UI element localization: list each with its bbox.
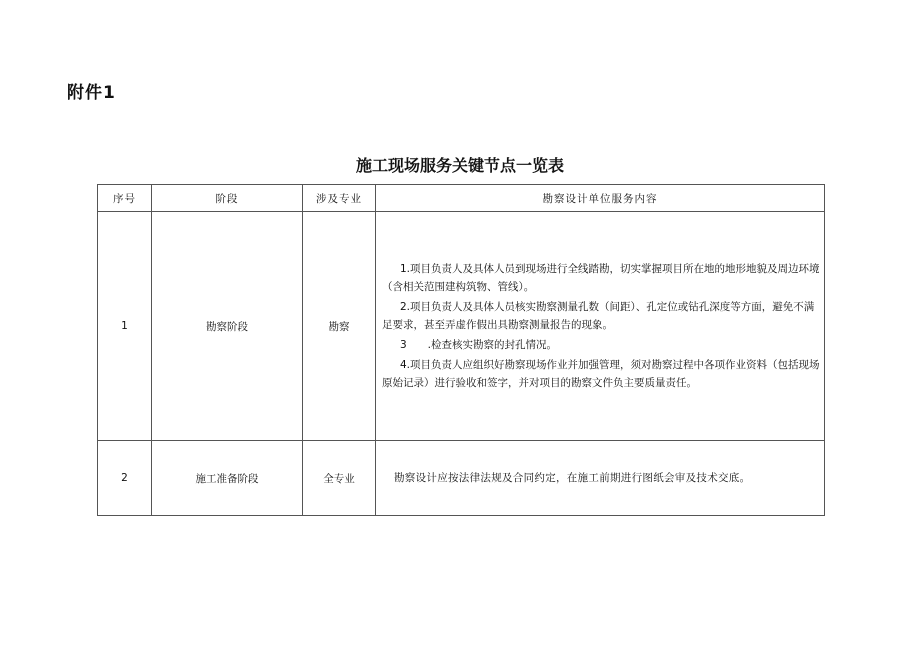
header-discipline: 涉及专业 [303,185,376,212]
row-number: 1 [98,212,152,441]
row-number: 2 [98,441,152,516]
content-item: 1.项目负责人及具体人员到现场进行全线踏勘，切实掌握项目所在地的地形地貌及周边环境（含相关范围建构筑物、管线）。 [382,263,820,293]
row-discipline: 勘察 [303,212,376,441]
header-service-content: 勘察设计单位服务内容 [376,185,825,212]
content-item: 4.项目负责人应组织好勘察现场作业并加强管理，须对勘察过程中各项作业资料（包括现场原始记录）进行验收和签字，并对项目的勘察文件负主要质量责任。 [382,359,820,389]
row-stage: 勘察阶段 [152,212,303,441]
row-service-content [376,441,825,516]
attachment-label: 附件1 [67,83,116,103]
row-stage: 施工准备阶段 [152,441,303,516]
content-item: 3 .检查核实勘察的封孔情况。 [400,339,558,351]
header-stage: 阶段 [152,185,303,212]
document-title: 施工现场服务关键节点一览表 [355,156,564,175]
table-header-row [98,185,825,212]
row-service-content [376,212,825,441]
header-no: 序号 [98,185,152,212]
content-item: 勘察设计应按法律法规及合同约定，在施工前期进行图纸会审及技术交底。 [394,472,751,484]
table-row [98,441,825,516]
row-discipline: 全专业 [303,441,376,516]
key-nodes-table [97,184,825,516]
content-item: 2.项目负责人及具体人员核实勘察测量孔数（间距）、孔定位或钻孔深度等方面，避免不满足要求，甚至弄虚作假出具勘察测量报告的现象。 [382,301,815,331]
table-row [98,212,825,441]
